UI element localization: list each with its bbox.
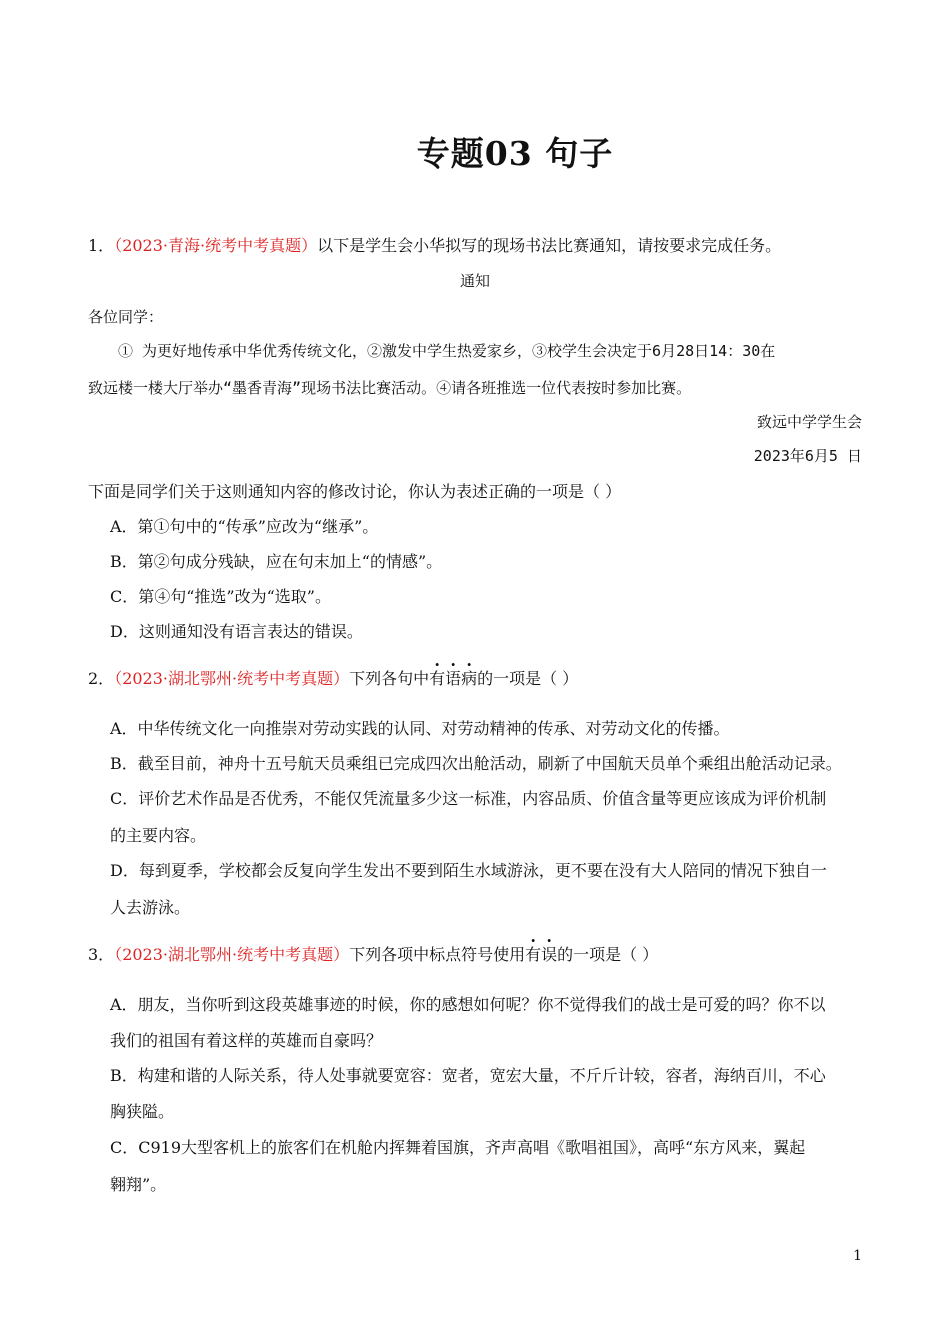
- question-source: （2023·湖北鄂州·统考中考真题）: [114, 945, 350, 964]
- emphasis-char: 误: [541, 945, 558, 964]
- notice-date: 2023年6月5 日: [753, 447, 862, 465]
- option-c: C．C919大型客机上的旅客们在机舱内挥舞着国旗，齐声高唱《歌唱祖国》，高呼“东方风来，翼起: [110, 1138, 806, 1157]
- option-a: A．朋友，当你听到这段英雄事迹的时候，你的感想如何呢？你不觉得我们的战士是可爱的吗？你不以: [110, 995, 826, 1014]
- question-stem-post: 的一项是（ ）: [477, 669, 579, 688]
- notice-title: 通知: [459, 272, 490, 290]
- question-number: 2．: [88, 669, 115, 688]
- question-source: （2023·湖北鄂州·统考中考真题）: [114, 669, 350, 688]
- emphasis-char: 病: [461, 669, 478, 688]
- question-1-header: [88, 235, 781, 257]
- question-stem-post: 的一项是（ ）: [557, 945, 659, 964]
- emphasis-char: 语: [445, 669, 462, 688]
- page-title: 专题03 句子: [416, 134, 614, 173]
- option-a-cont: 我们的祖国有着这样的英雄而自豪吗？: [110, 1031, 383, 1050]
- question-number: 3．: [88, 945, 115, 964]
- question-stem: 以下是学生会小华拟写的现场书法比赛通知，请按要求完成任务。: [317, 236, 782, 255]
- option-b-cont: 胸狭隘。: [110, 1102, 175, 1121]
- question-number: 1．: [88, 236, 115, 255]
- question-2-header: [88, 668, 578, 690]
- option-d: D．每到夏季，学校都会反复向学生发出不要到陌生水域游泳，更不要在没有大人陪同的情况下独自一: [110, 861, 827, 880]
- option-c: C．评价艺术作品是否优秀，不能仅凭流量多少这一标准，内容品质、价值含量等更应该成为评价机制: [110, 789, 827, 808]
- question-source: （2023·青海·统考中考真题）: [114, 236, 318, 255]
- option-a: A．第①句中的“传承”应改为“继承”。: [110, 517, 379, 536]
- notice-signature: 致远中学学生会: [756, 413, 862, 431]
- option-d: D．这则通知没有语言表达的错误。: [110, 622, 363, 641]
- emphasis-char: 有: [429, 669, 446, 688]
- option-b: B．截至目前，神舟十五号航天员乘组已完成四次出舱活动，刷新了中国航天员单个乘组出舱活动记录。: [110, 754, 842, 773]
- page-number: 1: [853, 1248, 862, 1264]
- option-c: C．第④句“推选”改为“选取”。: [110, 587, 331, 606]
- option-c-cont: 的主要内容。: [110, 826, 207, 845]
- notice-greeting: 各位同学：: [88, 308, 164, 326]
- option-a: A．中华传统文化一向推崇对劳动实践的认同、对劳动精神的传承、对劳动文化的传播。: [110, 719, 730, 738]
- question-stem-pre: 下列各句中: [349, 669, 430, 688]
- question-stem-pre: 下列各项中标点符号使用: [349, 945, 526, 964]
- option-b: B．第②句成分残缺，应在句末加上“的情感”。: [110, 552, 443, 571]
- notice-body-line-2: 致远楼一楼大厅举办“墨香青海”现场书法比赛活动。④请各班推选一位代表按时参加比赛。: [88, 379, 692, 397]
- option-b: B．构建和谐的人际关系，待人处事就要宽容：宽者，宽宏大量，不斤斤计较，容者，海纳百川，不心: [110, 1066, 826, 1085]
- question-3-header: [88, 944, 658, 966]
- option-d-cont: 人去游泳。: [110, 898, 191, 917]
- option-c-cont: 翱翔”。: [110, 1175, 167, 1194]
- question-1-prompt: 下面是同学们关于这则通知内容的修改讨论，你认为表述正确的一项是（ ）: [88, 482, 622, 501]
- notice-body-line-1: ① 为更好地传承中华优秀传统文化，②激发中学生热爱家乡，③校学生会决定于6月28日14：30在: [118, 342, 776, 360]
- emphasis-char: 有: [525, 945, 542, 964]
